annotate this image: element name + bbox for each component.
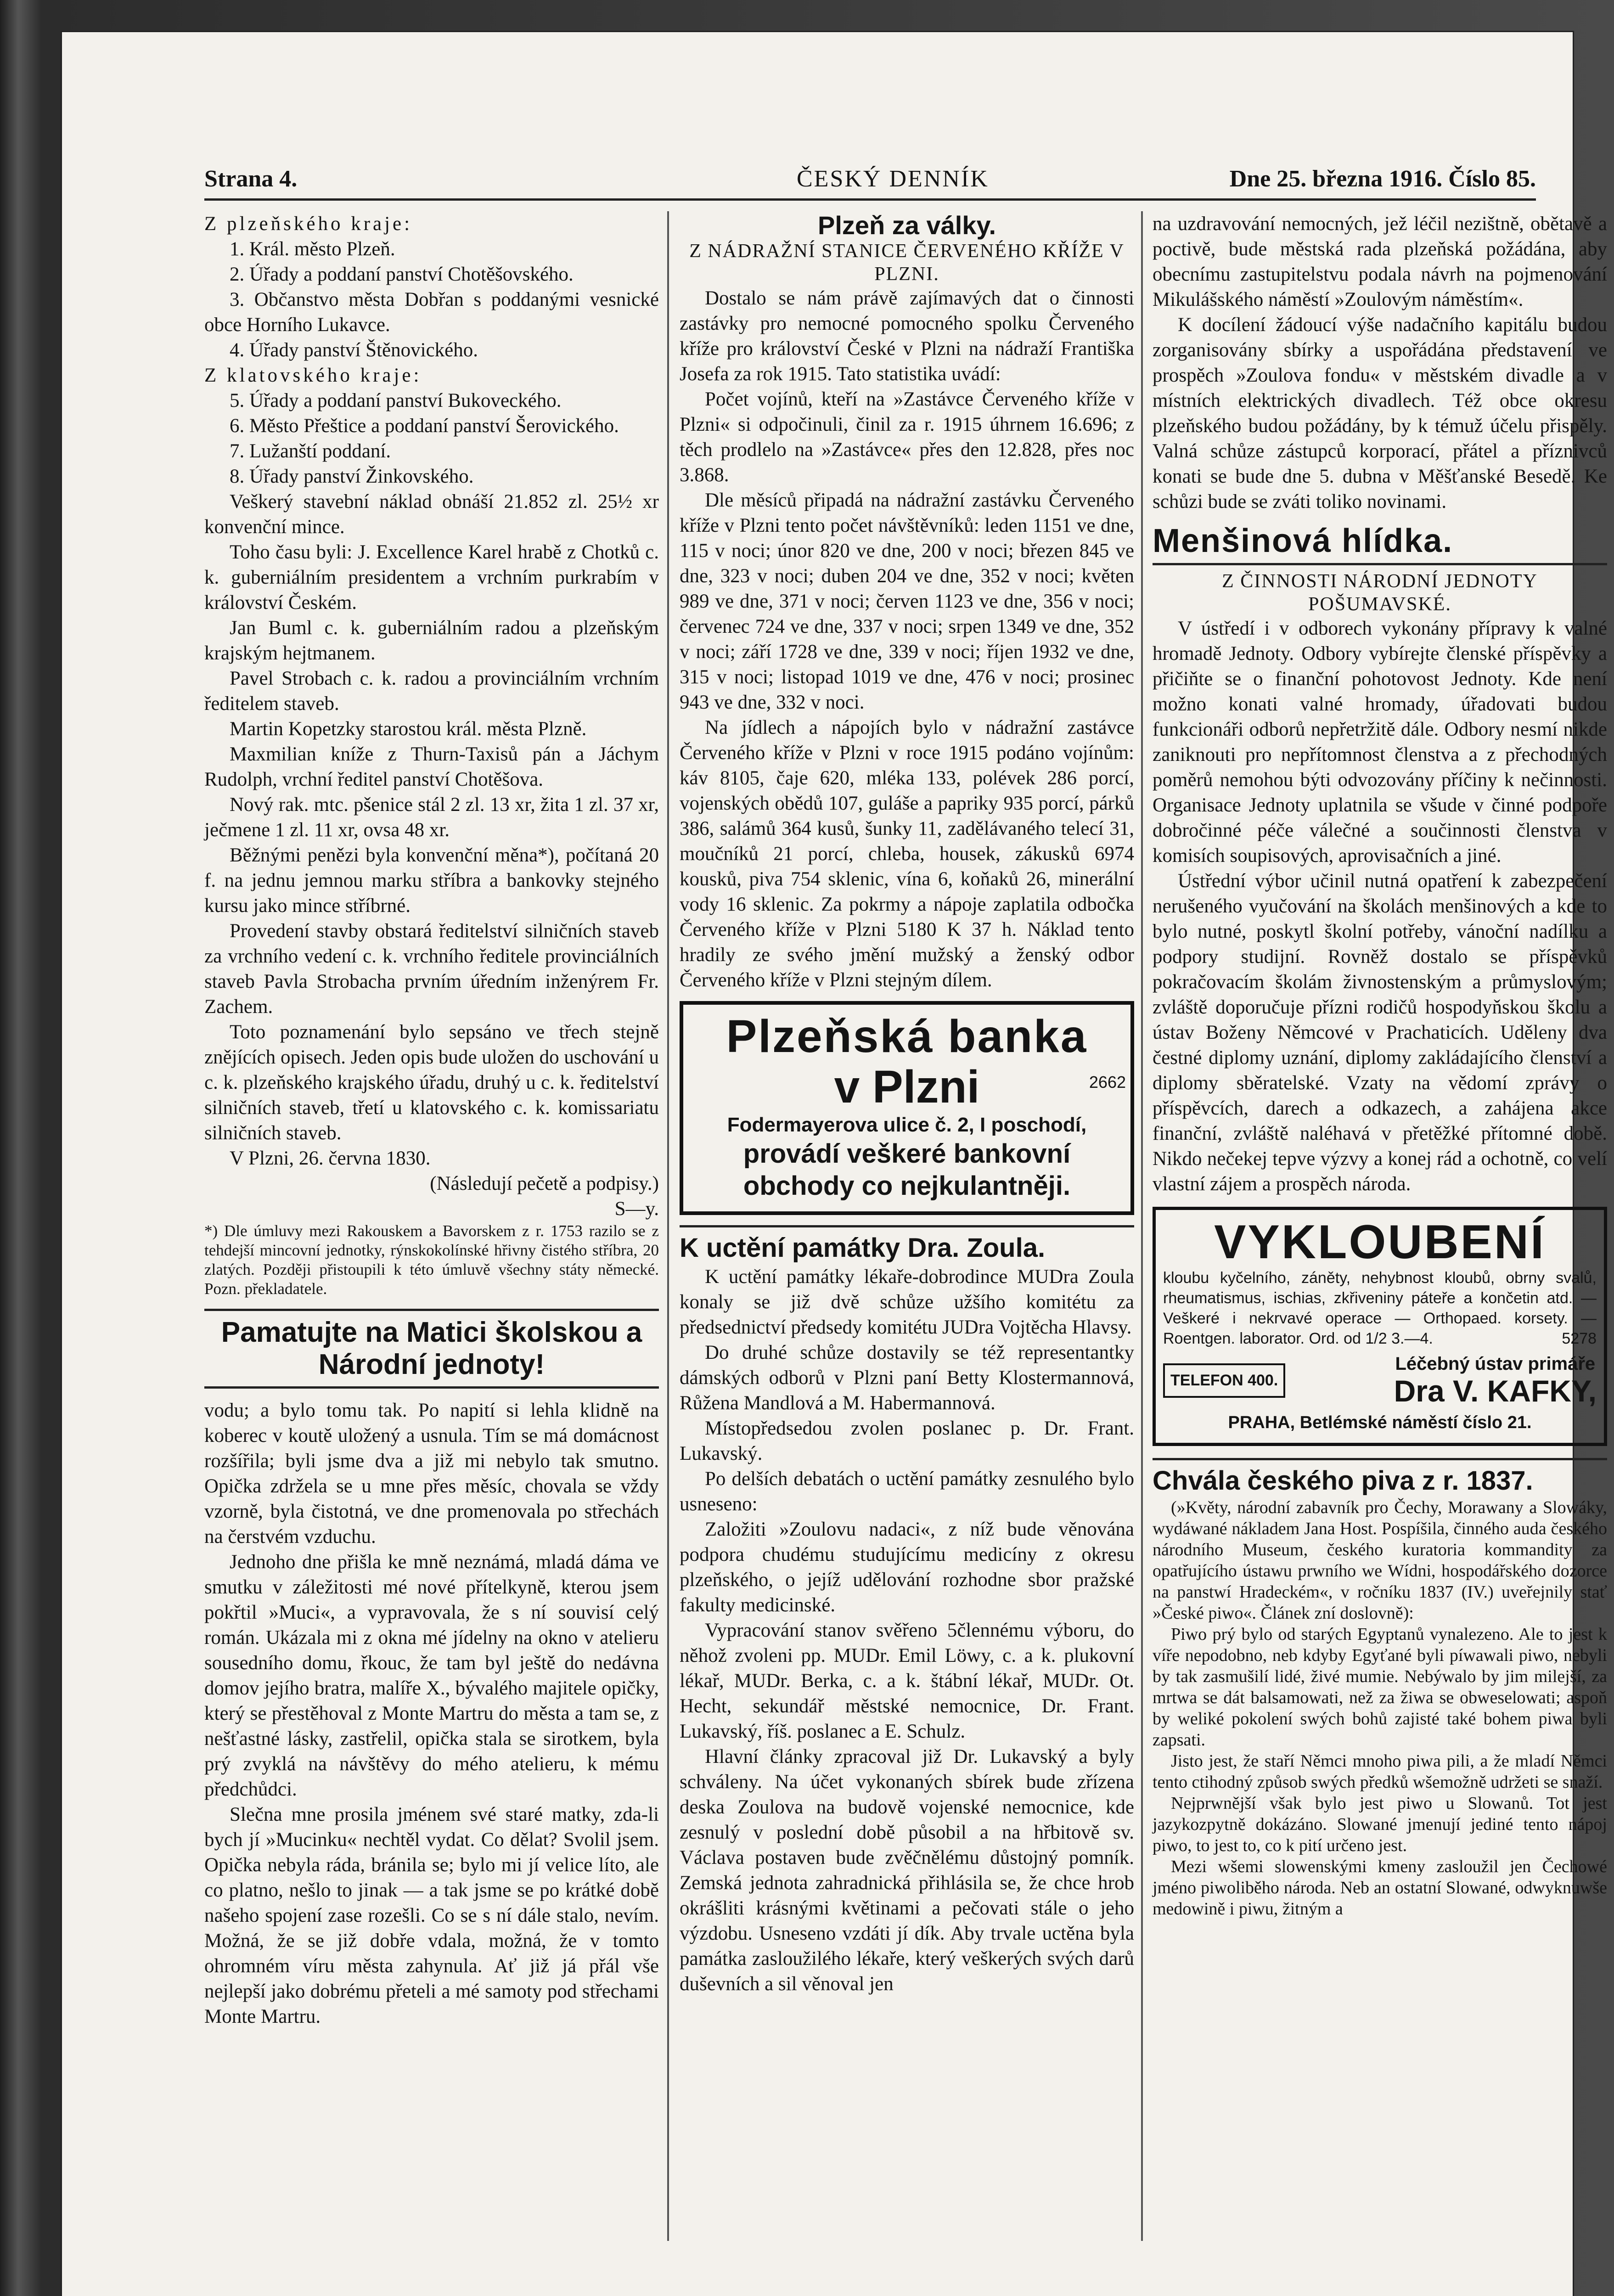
paragraph: Založiti »Zoulovu nadaci«, z níž bude věnována podpora chudému studujícímu medicíny z okresu plzeňského, o jejíž udělování rozhodne sbor pražské fakulty medicinské. bbox=[680, 1519, 1134, 1616]
paragraph: na uzdravování nemocných, jež léčil nezištně, obětavě a poctivě, bude městská rada plzeňská požádána, aby obecnímu zastupitelstvu podala návrh na pojmenování Mikulášského náměstí »Zoulovým náměstím«. bbox=[1153, 213, 1607, 310]
paragraph: Martin Kopetzky starostou král. města Plzně. bbox=[230, 718, 587, 740]
clinic-address: PRAHA, Betlémské náměstí číslo 21. bbox=[1228, 1413, 1532, 1432]
list-item: 3. Občanstvo města Dobřan s poddanými vesnické obce Horního Lukavce. bbox=[204, 289, 659, 336]
story-paragraph: Jednoho dne přišla ke mně neznámá, mladá dáma ve smutku v záležitosti mé nové přítelkyně, kterou jsem pokřtil »Muci«, a vypravovala, že s ní souvisí celý román. Ukázala mi z okna mé jídelny na okno v atelieru sousedního domu, řkouc, že tam byl ještě do nedávna domov jejího bratra, malíře X., bývalého majitele opičky, který se přestěhoval z Monte Martru do města a tam se, z nešťastné lásky, zastřelil, opička stala se sirotkem, byla prý zvyklá na návštěvy do mého atelieru, k mému předchůdci. bbox=[204, 1551, 659, 1800]
section-title: Menšinová hlídka. bbox=[1153, 522, 1607, 565]
ad-headline: VYKLOUBENÍ bbox=[1214, 1216, 1546, 1269]
list-item: 2. Úřady a poddaní panství Chotěšovského. bbox=[230, 264, 574, 285]
list-item: 4. Úřady panství Štěnovického. bbox=[230, 339, 478, 361]
clinic-advertisement bbox=[1153, 1207, 1607, 1446]
paragraph: Vypracování stanov svěřeno 5člennému výboru, do něhož zvoleni pp. MUDr. Emil Löwy, c. a k. plukovní lékař, MUDr. Berka, c. a k. štábní lékař, MUDr. Ot. Hecht, sekundář městské nemocnice, Dr. Frant. Lukavský, říš. poslanec a E. Schulz. bbox=[680, 1620, 1134, 1742]
article-title: K uctění památky Dra. Zoula. bbox=[680, 1225, 1134, 1264]
column-rule bbox=[1141, 211, 1143, 2241]
bank-slogan-2: obchody co nejkulantněji. bbox=[743, 1171, 1071, 1201]
ad-footer bbox=[1163, 1353, 1597, 1407]
bank-slogan-1: provádí veškeré bankovní bbox=[743, 1139, 1071, 1169]
column-1 bbox=[204, 211, 659, 2029]
list-item: 1. Král. město Plzeň. bbox=[230, 238, 395, 260]
list-item: 5. Úřady a poddaní panství Bukoveckého. bbox=[230, 390, 562, 411]
column-2 bbox=[680, 211, 1134, 1997]
paragraph: Veškerý stavební náklad obnáší 21.852 zl. 25½ xr konvenční mince. bbox=[204, 491, 659, 538]
quote-paragraph: Piwo prý bylo od starých Egyptanů vynalezeno. Ale to jest k víře nepodobno, neb kdyby Egyťané byli píwawali piwo, nebyli by tak zasmušilí lidé, živé mumie. Nebýwalo by jim milejší, za mrtwa se dát balsamowati, než za žiwa se obweselowati; aspoň by weliké pokolení swých bohů zajisté také bohem piwa byli zapsati. bbox=[1153, 1625, 1607, 1750]
paragraph: Provedení stavby obstará ředitelství silničních staveb za vrchního vedení c. k. vrchního ředitele provinciálních staveb Pavla Strobacha prvním úředním inženýrem Fr. Zachem. bbox=[204, 920, 659, 1018]
list-item: 7. Lužanští poddaní. bbox=[230, 440, 391, 462]
author-initials: S—y. bbox=[614, 1198, 659, 1220]
signature-note: (Následují pečetě a podpisy.) bbox=[430, 1173, 659, 1194]
list-heading: Z plzeňského kraje: bbox=[204, 213, 413, 235]
list-heading: Z klatovského kraje: bbox=[204, 365, 422, 386]
article-title: Chvála českého piva z r. 1837. bbox=[1153, 1458, 1607, 1497]
column-3 bbox=[1153, 211, 1607, 1919]
newspaper-page bbox=[62, 32, 1607, 2296]
paragraph: Ústřední výbor učinil nutná opatření k zabezpečení nerušeného vyučování na školách menšinových a kde to bylo nutné, poskytl školní potřeby, vánoční nadílku a podpory studijní. Rovněž dostalo se příspěvků pokračovacím školám živnostenským a průmyslovým; zvláště doporučuje přízni rodičů hospodyňskou školu a ústav Boženy Němcové v Prachaticích. Uděleny dva čestné diplomy uznání, diplomy zakládajícího členství a diplomy sběratelské. Vzaty na vědomí zprávy o příspěvcích, darech a odkazech, a zahájena akce finanční, zvláště naléhavá v přetěžké přítomné době. Nikdo nečekej tepve výzvy a konej rád a ochotně, co velí vlastní zájem a prospěch národa. bbox=[1153, 870, 1607, 1195]
doctor-name: Dra V. KAFKY, bbox=[1394, 1374, 1597, 1408]
paragraph: Běžnými penězi byla konvenční měna*), počítaná 20 f. na jednu jemnou marku stříbra a bankovky stejného kursu jako mince stříbrné. bbox=[204, 844, 659, 917]
quote-intro: (»Květy, národní zabavník pro Čechy, Morawany a Slowáky, wydáwané nákladem Jana Host. Pospíšila, činného auda českého národního Museum, českého kuratoria kommandity za opatřujícího ústawu prwního we Wídni, hospodářského dozorce na panstwí Hradeckém«, v ročníku 1837 (IV.) uveřejnily stať »České piwo«. Článek zní doslovně): bbox=[1153, 1498, 1607, 1623]
list-item: 8. Úřady panství Žinkovského. bbox=[230, 466, 474, 487]
column-rule bbox=[667, 211, 669, 2241]
clinic-name bbox=[1394, 1353, 1597, 1407]
bank-address: Fodermayerova ulice č. 2, I poschodí, bbox=[727, 1114, 1087, 1136]
story-paragraph: vodu; a bylo tomu tak. Po napití si lehla klidně na koberec v koutě uložený a usnula. Tím se má domácnost rozšířila; byli jsme dva a již mi nebylo tak smutno. Opička zdržela se u mne přes měsíc, chovala se vždy vzorně, byla čistotná, ve dne promenovala po střechách na čerstvém vzduchu. bbox=[204, 1400, 659, 1548]
paragraph: V ústředí i v odborech vykonány přípravy k valné hromadě Jednoty. Odbory vybírejte členské příspěvky a přičiňte se o finanční pohotovost Jednoty. Kde není možno konati valné hromady, úřadovati budou funkcionáři odborů nepřetržitě dále. Odbory nesmí nikde zaniknouti pro nepřítomnost členstva a z přechodných poměrů nemohou býti odvozovány příčiny k nečinnosti. Organisace Jednoty uplatnila se všude v činné podpoře dobročinné péče válečné a součinnosti členstva v komisích soupisových, aprovisačních a jiné. bbox=[1153, 618, 1607, 867]
paragraph: Po delších debatách o uctění památky zesnulého bylo usneseno: bbox=[680, 1468, 1134, 1515]
article-quote bbox=[1153, 1497, 1607, 1919]
list-item: 6. Město Přeštice a poddaní panství Šerovického. bbox=[230, 415, 619, 437]
paragraph: Místopředsedou zvolen poslanec p. Dr. Frant. Lukavský. bbox=[680, 1418, 1134, 1464]
date-line: V Plzni, 26. června 1830. bbox=[230, 1148, 431, 1169]
paragraph: Pavel Strobach c. k. radou a provinciálním vrchním ředitelem staveb. bbox=[204, 668, 659, 715]
date-issue: Dne 25. března 1916. Číslo 85. bbox=[1229, 166, 1536, 192]
bank-advertisement bbox=[680, 1001, 1134, 1215]
paragraph: K uctění památky lékaře-dobrodince MUDra Zoula konaly se již dvě schůze užšího komitétu za předsednictví předsedy komitétu JUDra Vojtěcha Hlavsy. bbox=[680, 1266, 1134, 1338]
bank-city-text: v Plzni bbox=[834, 1061, 980, 1113]
footnote: *) Dle úmluvy mezi Rakouskem a Bavorskem z r. 1753 razilo se z tehdejší mincovní jednotky, rýnskokolínské hřivny čistého stříbra, 20 zlatých. Později přistoupili k této úmluvě všechny státy německé. Pozn. překladatele. bbox=[204, 1222, 659, 1298]
page-header bbox=[204, 157, 1536, 201]
paragraph: Hlavní články zpracoval již Dr. Lukavský a byly schváleny. Na účet vykonaných sbírek bude zřízena deska Zoulova na budově vojenské nemocnice, kde zesnulý v poslední době působil a na hřbitově sv. Václava postaven bude zvěčnělému důstojný pomník. Zemská jednota zahradnická přihlásila se, že chce hrob okrášliti krásnými květinami a pečovati stále o jeho výzdobu. Usneseno vzdáti jí dík. Aby trvale uctěna byla památka zasloužilého lékaře, který veškerých svých darů duševních a sil věnoval jen bbox=[680, 1746, 1134, 1995]
matice-appeal: Pamatujte na Matici školskou a Národní jednoty! bbox=[204, 1309, 659, 1389]
article-title: Plzeň za války. bbox=[817, 211, 996, 240]
paragraph: Toho času byli: J. Excellence Karel hrabě z Chotků c. k. guberniálním presidentem a vrchním purkrabím v království Českém. bbox=[204, 541, 659, 613]
ad-text-body: kloubu kyčelního, záněty, nehybnost kloubů, obrny svalů, rheumatismus, ischias, zkřiveniny páteře a končetin atd. — Veškeré i nekrvavé operace — Orthopaed. korsety. — Roentgen. laborator. Ord. od 1/2 3.—4. bbox=[1163, 1269, 1597, 1347]
paragraph: Maxmilian kníže z Thurn-Taxisů pán a Jáchym Rudolph, vrchní ředitel panství Chotěšova. bbox=[204, 743, 659, 790]
page-number: Strana 4. bbox=[204, 166, 298, 192]
section-subtitle: Z ČINNOSTI NÁRODNÍ JEDNOTY POŠUMAVSKÉ. bbox=[1222, 571, 1538, 615]
paragraph: Dle měsíců připadá na nádražní zastávku Červeného kříže v Plzni tento počet návštěvníků: leden 1151 ve dne, 115 v noci; únor 820 ve dne, 200 v noci; březen 845 ve dne, 323 v noci; duben 204 ve dne, 352 v noci; květen 989 ve dne, 371 v noci; červen 1123 ve dne, 356 v noci; červenec 724 ve dne, 337 v noci; srpen 1349 ve dne, 352 v noci; září 1728 ve dne, 339 v noci; říjen 1932 ve dne, 315 v noci; listopad 1019 ve dne, 476 v noci; prosinec 943 ve dne, 332 v noci. bbox=[680, 490, 1134, 713]
quote-paragraph: Mezi wšemi slowenskými kmeny zasloužil jen Čechowé jméno piwoliběho národa. Neb an ostatní Slowané, odwyknuwše medowině i piwu, žitným a bbox=[1153, 1857, 1607, 1919]
paragraph: Dostalo se nám právě zajímavých dat o činnosti zastávky pro nemocné pomocného spolku Červeného kříže pro království České v Plzni na nádraží Františka Josefa za rok 1915. Tato statistika uvádí: bbox=[680, 287, 1134, 385]
masthead: ČESKÝ DENNÍK bbox=[797, 166, 989, 192]
bank-city bbox=[688, 1062, 1126, 1112]
paragraph: Jan Buml c. k. guberniálním radou a plzeňským krajským hejtmanem. bbox=[204, 617, 659, 664]
article-subtitle: Z NÁDRAŽNÍ STANICE ČERVENÉHO KŘÍŽE V PLZNI. bbox=[689, 241, 1125, 285]
paragraph: Do druhé schůze dostavily se též representantky dámských odborů v Plzni paní Betty Klostermannová, Růžena Mandlová a M. Habermannová. bbox=[680, 1342, 1134, 1414]
paragraph: K docílení žádoucí výše nadačního kapitálu budou zorganisovány sbírky a uspořádána představení ve prospěch »Zoulova fondu« v městském divadle a v místních elektrických divadlech. Též obce okresu plzeňského budou požádány, by k témuž účelu přispěly. Valná schůze zástupců korporací, přátel a příznivců konati se bude dne 5. dubna v Měšťanské Besedě. Ke schůzi bude se zváti toliko novinami. bbox=[1153, 314, 1607, 512]
ad-number: 5278 bbox=[1562, 1330, 1597, 1347]
quote-paragraph: Nejprwnější však bylo jest piwo u Slowanů. Tot jest jazykozpytně dokázáno. Slowané jmenují jediné tento nápoj piwo, to jest to, co k pití určeno jest. bbox=[1153, 1794, 1607, 1855]
ad-text bbox=[1163, 1268, 1597, 1349]
paragraph: Počet vojínů, kteří na »Zastávce Červeného kříže v Plzni« si odpočinuli, činil za r. 1915 úhrnem 16.696; z těch prodlelo na »Zastávce« přes den 12.828, přes noc 3.868. bbox=[680, 388, 1134, 486]
phone-box: TELEFON 400. bbox=[1163, 1363, 1285, 1398]
bank-name: Plzeňská banka bbox=[726, 1011, 1088, 1062]
paragraph: Toto poznamenání bylo sepsáno ve třech stejně znějících opisech. Jeden opis bude uložen do uschování u c. k. plzeňského krajského úřadu, druhý u c. k. ředitelství silničních staveb, třetí u klatovského c. k. komissariatu silničních staveb. bbox=[204, 1021, 659, 1144]
ad-number: 2662 bbox=[1089, 1073, 1126, 1092]
story-paragraph: Slečna mne prosila jménem své staré matky, zda-li bych jí »Mucinku« nechtěl vydat. Co dělat? Svolil jsem. Opička nebyla ráda, bránila se; bylo mi jí velice líto, ale co platno, nešlo to jinak — a tak jsme se po krátké době našeho spojení zase rozešli. Co se s ní dále stalo, nevím. Možná, že se již dobře vdala, možná, že v tomto ohromném víru města zahynula. Ať již já přál vše nejlepší jako dobrému přeteli a mé samoty pod střechami Monte Martru. bbox=[204, 1804, 659, 2027]
paragraph: Nový rak. mtc. pšenice stál 2 zl. 13 xr, žita 1 zl. 37 xr, ječmene 1 zl. 11 xr, ovsa 48 xr. bbox=[204, 794, 659, 841]
clinic-label: Léčebný ústav primáře bbox=[1395, 1354, 1596, 1374]
quote-paragraph: Jisto jest, že staří Němci mnoho piwa pili, a že mladí Němci tento ctihodný způsob swých předků wšemožně udržeti se snaží. bbox=[1153, 1751, 1607, 1792]
paragraph: Na jídlech a nápojích bylo v nádražní zastávce Červeného kříže v Plzni v roce 1915 podáno vojínům: káv 8105, čaje 620, mléka 133, polévek 286 porcí, vojenských obědů 107, guláše a papriky 935 porcí, párků 386, salámů 364 kusů, šunky 11, zadělávaného telecí 31, moučníků 21 porcí, chleba, housek, zákusků 6974 kousků, piva 754 sklenic, vína 6, koňaků 26, minerální vody 16 sklenic. Za pokrmy a nápoje zaplatila odbočka Červeného kříže v Plzni 5180 K 37 h. Náklad tento hradily ze svého jmění mužský a ženský odbor Červeného kříže v Plzni stejným dílem. bbox=[680, 717, 1134, 991]
